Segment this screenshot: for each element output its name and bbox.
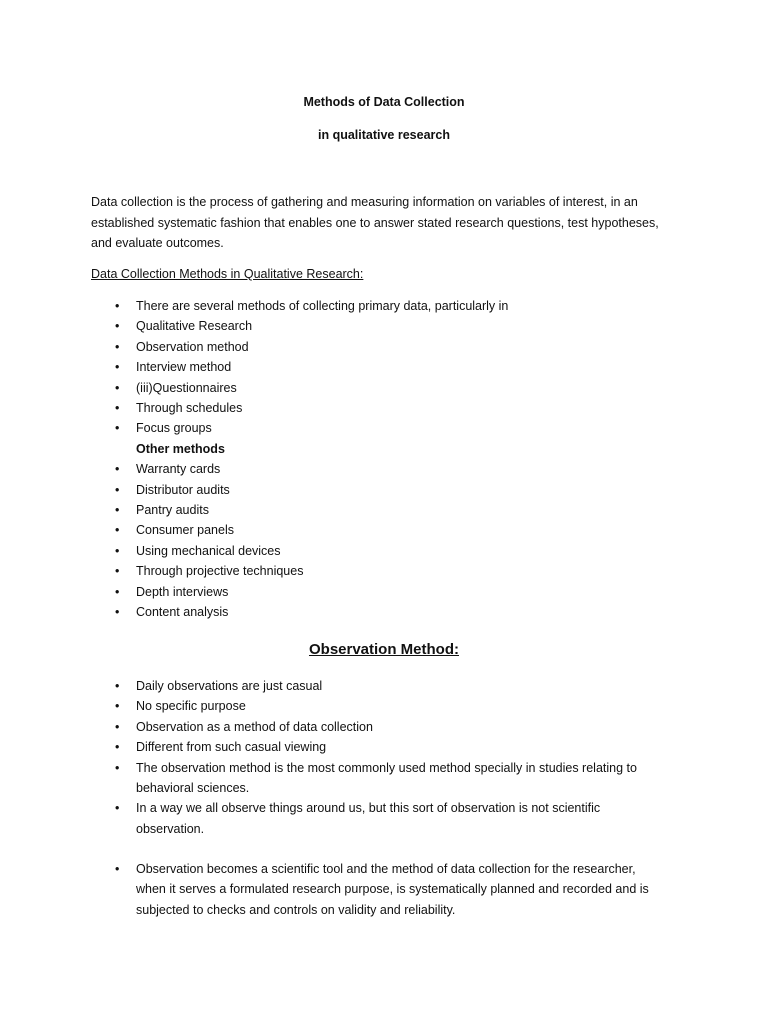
list-item: • The observation method is the most commonly used method specially in studies relating to behavioral sciences.: [0, 758, 666, 799]
list-item: • Content analysis: [0, 602, 666, 622]
list-item: • Observation as a method of data collection: [0, 717, 666, 737]
document-title: Methods of Data Collection: [303, 95, 465, 109]
list-item: • Observation method: [0, 337, 666, 357]
list-item: • Warranty cards: [0, 459, 666, 479]
list-item: • Consumer panels: [0, 520, 666, 540]
document-subtitle: in qualitative research: [317, 128, 450, 142]
list-item: • Qualitative Research: [0, 316, 666, 336]
list-item: • Interview method: [0, 357, 666, 377]
intro-paragraph: Data collection is the process of gathering and measuring information on variables of interest, in an established systematic fashion that enables one to answer stated research questions, test hypotheses, and evaluate outcomes.: [91, 195, 659, 250]
list-item: • No specific purpose: [0, 696, 666, 716]
list-item: • There are several methods of collecting primary data, particularly in: [0, 296, 666, 316]
list-item: • Using mechanical devices: [0, 541, 666, 561]
list-item: • Different from such casual viewing: [0, 737, 666, 757]
list-item: • Pantry audits: [0, 500, 666, 520]
list-item: • (iii)Questionnaires: [0, 378, 666, 398]
list-item: • Observation becomes a scientific tool and the method of data collection for the researcher, when it serves a formulated research purpose, is systematically planned and recorded and is subjected to checks and controls on validity and reliability.: [0, 859, 666, 920]
observation-heading: Observation Method:: [308, 641, 459, 658]
list-item: • In a way we all observe things around us, but this sort of observation is not scientific observation.: [0, 798, 666, 839]
list-item: • Through schedules: [0, 398, 666, 418]
list-item: • Distributor audits: [0, 480, 666, 500]
observation-final-list: [0, 859, 666, 920]
methods-list: [0, 296, 666, 623]
list-item: • Focus groups: [0, 418, 666, 438]
list-item: • Depth interviews: [0, 582, 666, 602]
observation-list: [0, 676, 666, 839]
list-item: • Through projective techniques: [0, 561, 666, 581]
other-methods-label: Other methods: [136, 441, 225, 456]
list-item: • Daily observations are just casual: [0, 676, 666, 696]
methods-section-heading: Data Collection Methods in Qualitative Research:: [91, 267, 364, 281]
